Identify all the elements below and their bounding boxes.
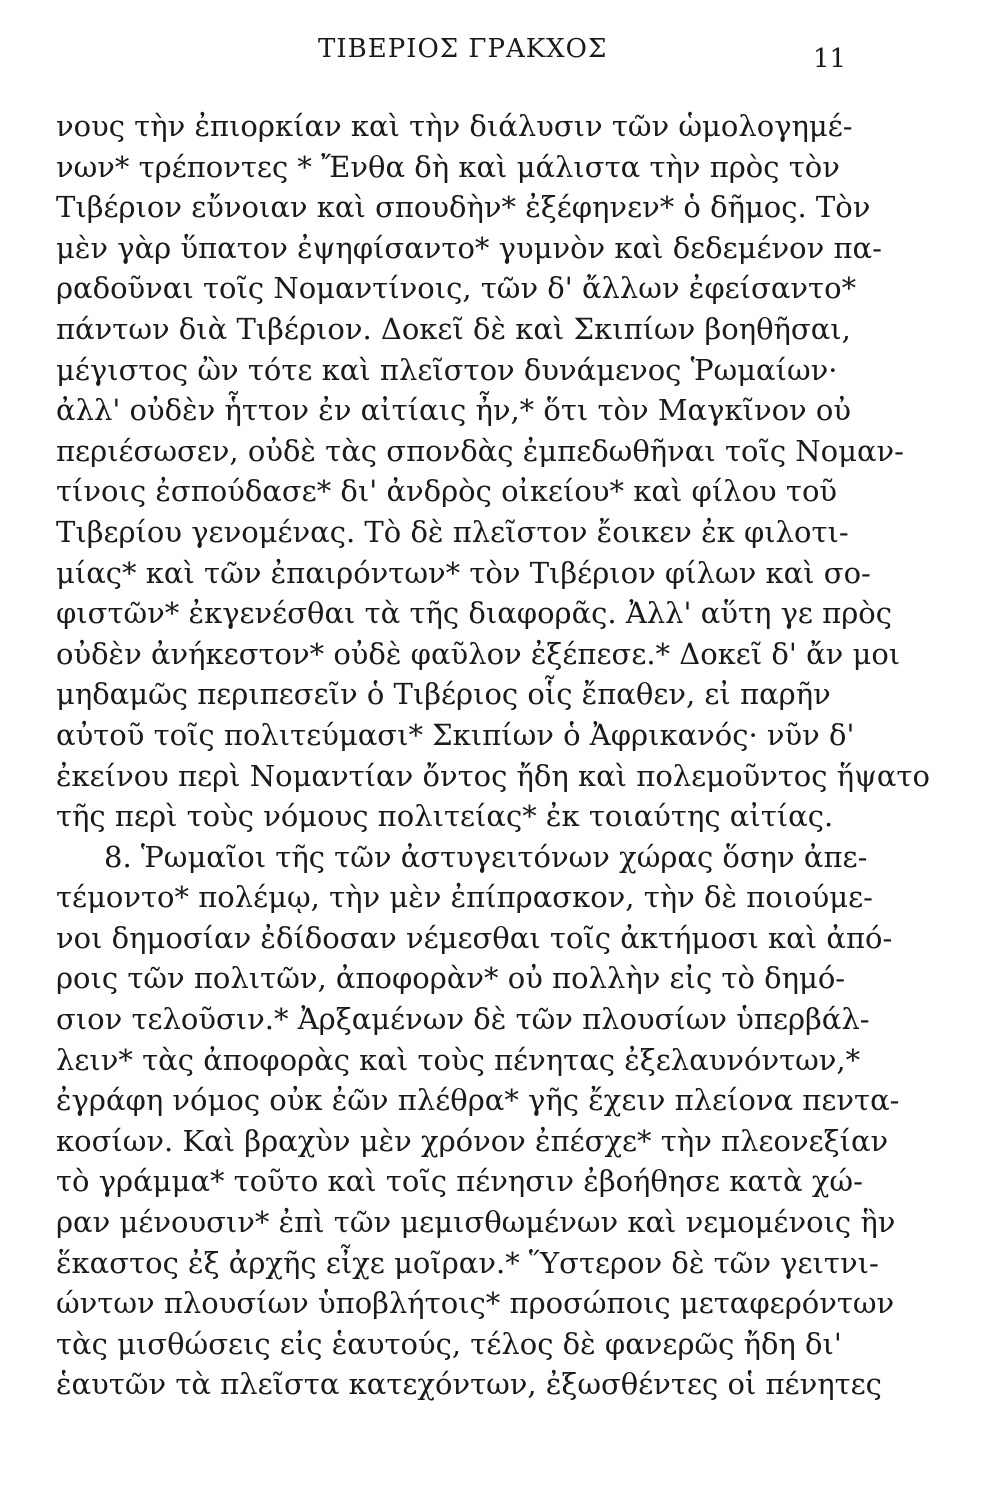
text-line: οὐδὲν ἀνήκεστον* οὐδὲ φαῦλον ἐξέπεσε.* Δοκεῖ δ' ἄν μοι xyxy=(56,636,901,671)
text-line: νων* τρέποντες * Ἔνθα δὴ καὶ μάλιστα τὴν πρὸς τὸν xyxy=(56,149,840,184)
text-line: τὸ γράμμα* τοῦτο καὶ τοῖς πένησιν ἐβοήθησε κατὰ χώ- xyxy=(56,1164,863,1199)
running-title: ΤΙΒΕΡΙΟΣ ΓΡΑΚΧΟΣ xyxy=(318,34,608,64)
text-line: τέμοντο* πολέμῳ, τὴν μὲν ἐπίπρασκον, τὴν δὲ ποιούμε- xyxy=(56,880,873,915)
text-line: Τιβερίου γενομένας. Τὸ δὲ πλεῖστον ἔοικεν ἐκ φιλοτι- xyxy=(56,514,849,549)
text-line: Τιβέριον εὔνοιαν καὶ σπουδὴν* ἐξέφηνεν* ὁ δῆμος. Τὸν xyxy=(56,190,871,225)
text-line: λειν* τὰς ἀποφορὰς καὶ τοὺς πένητας ἐξελαυνόντων,* xyxy=(56,1042,861,1077)
text-line: νοι δημοσίαν ἐδίδοσαν νέμεσθαι τοῖς ἀκτήμοσι καὶ ἀπό- xyxy=(56,920,893,955)
text-line: πάντων διὰ Τιβέριον. Δοκεῖ δὲ καὶ Σκιπίων βοηθῆσαι, xyxy=(56,311,851,346)
text-line: νους τὴν ἐπιορκίαν καὶ τὴν διάλυσιν τῶν ὡμολογημέ- xyxy=(56,109,853,143)
page-number: 11 xyxy=(813,44,847,74)
paragraph-end-line: τῆς περὶ τοὺς νόμους πολιτείας* ἐκ τοιαύτης αἰτίας. xyxy=(56,799,834,834)
text-line: ραν μένουσιν* ἐπὶ τῶν μεμισθωμένων καὶ νεμομένοις ἣν xyxy=(56,1205,896,1240)
text-line: τὰς μισθώσεις εἰς ἑαυτούς, τέλος δὲ φανερῶς ἤδη δι' xyxy=(56,1326,842,1361)
text-line: αὐτοῦ τοῖς πολιτεύμασι* Σκιπίων ὁ Ἀφρικανός· νῦν δ' xyxy=(56,717,855,752)
text-line: ροις τῶν πολιτῶν, ἀποφορὰν* οὐ πολλὴν εἰς τὸ δημό- xyxy=(56,961,846,996)
text-line: περιέσωσεν, οὐδὲ τὰς σπονδὰς ἐμπεδωθῆναι τοῖς Νομαν- xyxy=(56,433,904,468)
text-line: κοσίων. Καὶ βραχὺν μὲν χρόνον ἐπέσχε* τὴν πλεονεξίαν xyxy=(56,1123,889,1158)
text-line: ἀλλ' οὐδὲν ἧττον ἐν αἰτίαις ἦν,* ὅτι τὸν Μαγκῖνον οὐ xyxy=(56,393,851,428)
text-line: μίας* καὶ τῶν ἐπαιρόντων* τὸν Τιβέριον φίλων καὶ σο- xyxy=(56,555,871,590)
section-8-first-line: 8. Ῥωμαῖοι τῆς τῶν ἀστυγειτόνων χώρας ὅσην ἀπε- xyxy=(104,839,868,874)
text-line: ἐγράφη νόμος οὐκ ἐῶν πλέθρα* γῆς ἔχειν πλείονα πεντα- xyxy=(56,1083,900,1118)
text-line: ραδοῦναι τοῖς Νομαντίνοις, τῶν δ' ἄλλων ἐφείσαντο* xyxy=(56,271,857,306)
text-line: ἑαυτῶν τὰ πλεῖστα κατεχόντων, ἐξωσθέντες οἱ πένητες xyxy=(56,1367,882,1402)
text-line: μέγιστος ὢν τότε καὶ πλεῖστον δυνάμενος Ῥωμαίων· xyxy=(56,352,838,387)
text-line: ώντων πλουσίων ὑποβλήτοις* προσώποις μεταφερόντων xyxy=(56,1286,895,1321)
text-line: ἕκαστος ἐξ ἀρχῆς εἶχε μοῖραν.* Ὕστερον δὲ τῶν γειτνι- xyxy=(56,1245,879,1280)
text-line: ἐκείνου περὶ Νομαντίαν ὄντος ἤδη καὶ πολεμοῦντος ἥψατο xyxy=(56,758,930,793)
text-line: μὲν γὰρ ὕπατον ἐψηφίσαντο* γυμνὸν καὶ δεδεμένον πα- xyxy=(56,230,882,265)
main-text xyxy=(56,106,930,1405)
text-line: τίνοις ἐσπούδασε* δι' ἀνδρὸς οἰκείου* καὶ φίλου τοῦ xyxy=(56,474,838,509)
text-line: σιον τελοῦσιν.* Ἀρξαμένων δὲ τῶν πλουσίων ὑπερβάλ- xyxy=(56,1002,870,1037)
text-line: φιστῶν* ἐκγενέσθαι τὰ τῆς διαφορᾶς. Ἀλλ' αὕτη γε πρὸς xyxy=(56,596,892,631)
text-line: μηδαμῶς περιπεσεῖν ὁ Τιβέριος οἷς ἔπαθεν, εἰ παρῆν xyxy=(56,677,831,712)
